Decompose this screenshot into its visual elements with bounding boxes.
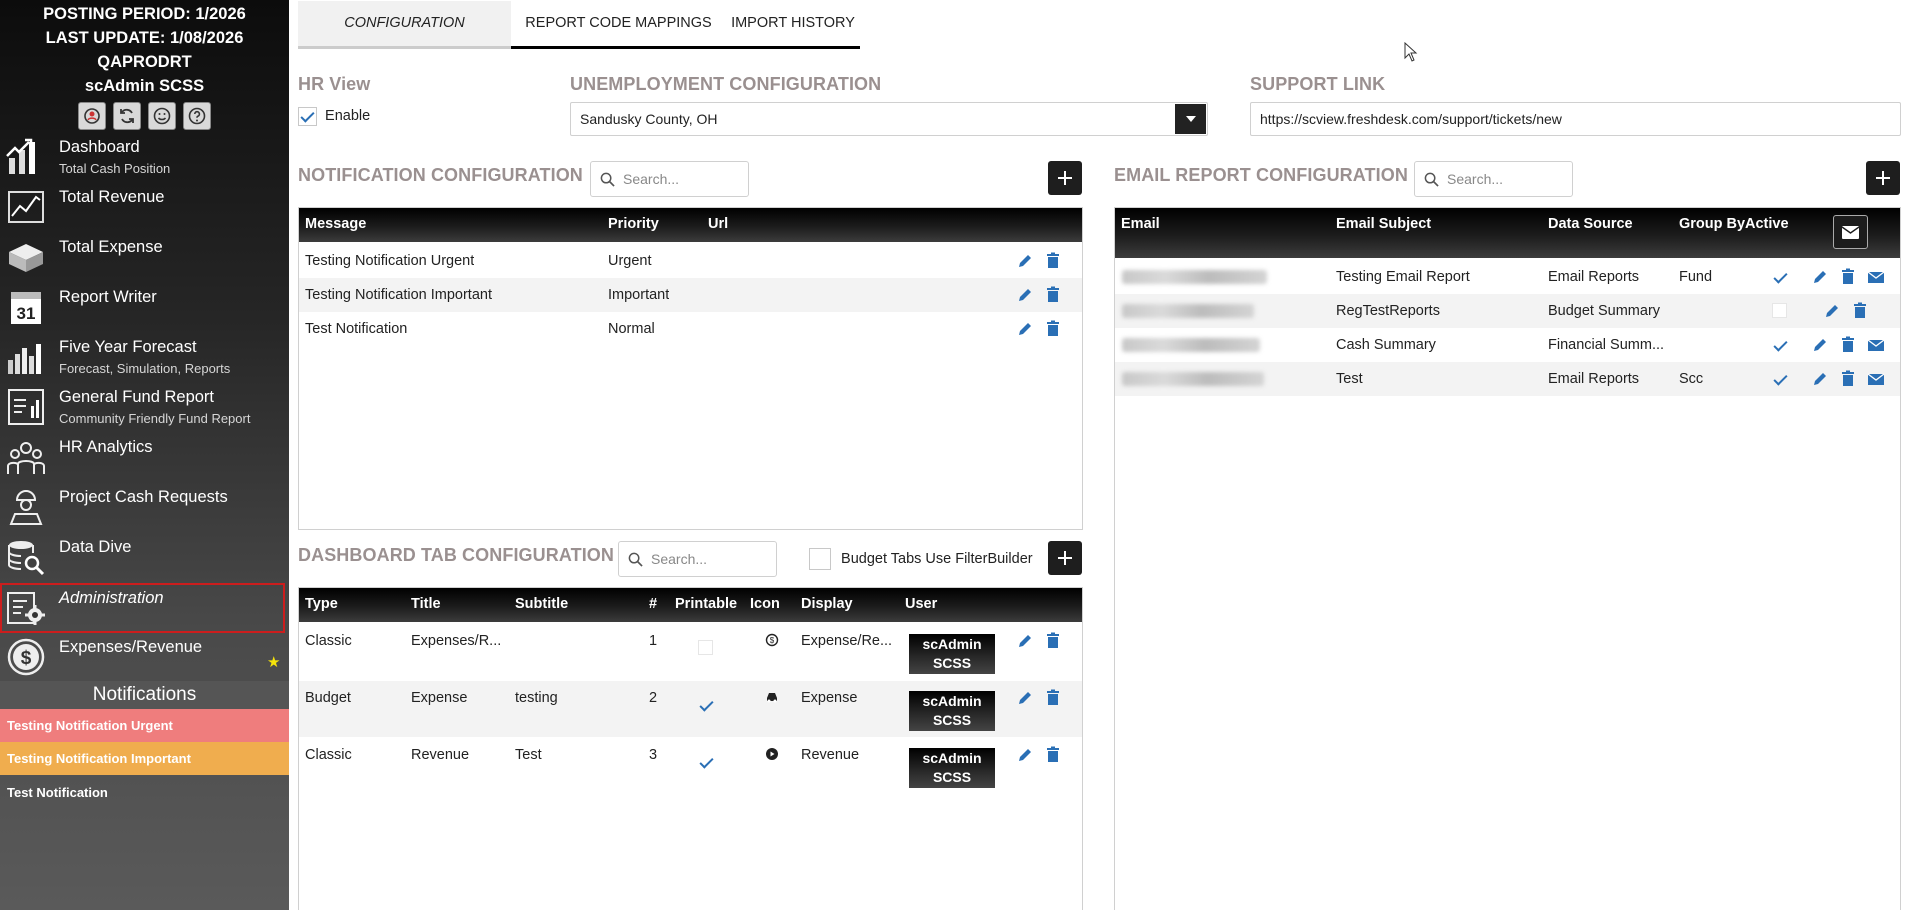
add-notification-button[interactable] bbox=[1048, 161, 1082, 195]
pencil-icon bbox=[1811, 336, 1829, 354]
col-message[interactable]: Message bbox=[305, 216, 367, 232]
unemployment-dropdown-button[interactable] bbox=[1175, 104, 1206, 134]
trash-icon bbox=[1839, 336, 1857, 354]
car-icon bbox=[765, 690, 779, 704]
col-email[interactable]: Email bbox=[1121, 216, 1160, 232]
col-title[interactable]: Title bbox=[411, 596, 441, 612]
pencil-icon bbox=[1811, 370, 1829, 388]
smiley-icon bbox=[152, 106, 172, 126]
delete-button[interactable] bbox=[1044, 252, 1062, 270]
edit-button[interactable] bbox=[1811, 336, 1829, 354]
main-content bbox=[289, 0, 1915, 910]
nav-total-revenue[interactable] bbox=[0, 182, 289, 232]
svg-text:$: $ bbox=[20, 648, 32, 669]
dashboard-tab-search-input[interactable] bbox=[651, 549, 771, 569]
col-data-source[interactable]: Data Source bbox=[1548, 216, 1633, 232]
delete-button[interactable] bbox=[1839, 336, 1857, 354]
hr-view-title: HR View bbox=[298, 74, 371, 94]
active-checkbox[interactable] bbox=[1772, 269, 1787, 284]
sidebar bbox=[0, 0, 289, 910]
user-name: scAdmin SCSS bbox=[84, 77, 205, 95]
dashboard-tab-config-title: DASHBOARD TAB CONFIGURATION bbox=[298, 545, 615, 565]
edit-button[interactable] bbox=[1016, 320, 1034, 338]
notification-search[interactable] bbox=[590, 161, 749, 197]
dashboard-tab-search[interactable] bbox=[618, 541, 777, 577]
message-cell: Testing Notification Urgent bbox=[305, 253, 475, 269]
search-person-icon bbox=[82, 106, 102, 126]
active-checkbox[interactable] bbox=[1772, 371, 1787, 386]
subject-cell: Cash Summary bbox=[1336, 337, 1436, 353]
col-type[interactable]: Type bbox=[305, 596, 338, 612]
edit-button[interactable] bbox=[1016, 689, 1034, 707]
nav-dashboard[interactable] bbox=[0, 132, 289, 182]
source-cell: Email Reports bbox=[1548, 371, 1640, 387]
email-report-search[interactable] bbox=[1414, 161, 1573, 197]
nav-label: Dashboard bbox=[59, 138, 140, 156]
nav-total-expense[interactable] bbox=[0, 232, 289, 282]
active-checkbox[interactable] bbox=[1772, 337, 1787, 352]
printable-checkbox[interactable] bbox=[698, 697, 713, 712]
display-cell: Revenue bbox=[801, 747, 860, 763]
table-row bbox=[299, 312, 1082, 346]
nav-sublabel: Total Cash Position bbox=[59, 161, 171, 176]
nav-five-year-forecast[interactable] bbox=[0, 332, 289, 382]
col-group-by[interactable]: Group By bbox=[1679, 216, 1746, 232]
printable-checkbox[interactable] bbox=[698, 640, 713, 655]
refresh-icon bbox=[117, 106, 137, 126]
source-cell: Budget Summary bbox=[1548, 303, 1661, 319]
user-badge: scAdmin SCSS bbox=[909, 634, 995, 674]
nav-label: Project Cash Requests bbox=[59, 488, 228, 506]
add-email-report-button[interactable] bbox=[1866, 161, 1900, 195]
last-update: LAST UPDATE: 1/08/2026 bbox=[45, 29, 244, 47]
pencil-icon bbox=[1016, 632, 1034, 650]
col-icon[interactable]: Icon bbox=[750, 596, 780, 612]
envelope-icon bbox=[1842, 226, 1859, 239]
filterbuilder-label: Budget Tabs Use FilterBuilder bbox=[841, 550, 1033, 567]
message-cell: Test Notification bbox=[305, 321, 408, 337]
pencil-icon bbox=[1016, 286, 1034, 304]
type-cell: Classic bbox=[305, 747, 352, 763]
help-icon bbox=[187, 106, 207, 126]
nav-hr-analytics[interactable] bbox=[0, 432, 289, 482]
unemployment-value: Sandusky County, OH bbox=[580, 111, 718, 127]
subject-cell: Testing Email Report bbox=[1336, 269, 1470, 285]
col-user[interactable]: User bbox=[905, 596, 938, 612]
trash-icon bbox=[1839, 268, 1857, 286]
expense-box-icon bbox=[5, 236, 47, 278]
people-icon bbox=[5, 436, 47, 478]
hr-view-enable bbox=[298, 107, 370, 126]
nav-general-fund-report[interactable] bbox=[0, 382, 289, 432]
notifications-title: Notifications bbox=[0, 681, 289, 709]
col-email-subject[interactable]: Email Subject bbox=[1336, 216, 1432, 232]
edit-button[interactable] bbox=[1016, 746, 1034, 764]
display-cell: Expense/Re... bbox=[801, 633, 893, 649]
message-cell: Testing Notification Important bbox=[305, 287, 492, 303]
mouse-cursor-icon bbox=[1404, 42, 1418, 62]
send-email-button[interactable] bbox=[1867, 268, 1885, 286]
play-circle-icon bbox=[765, 747, 779, 761]
pencil-icon bbox=[1016, 746, 1034, 764]
notification-urgent[interactable]: Testing Notification Urgent bbox=[0, 709, 289, 742]
user-badge: scAdmin SCSS bbox=[909, 748, 995, 788]
active-checkbox[interactable] bbox=[1772, 303, 1787, 318]
notification-table-header bbox=[299, 208, 1082, 242]
title-cell: Expense bbox=[411, 690, 468, 706]
pencil-icon bbox=[1016, 252, 1034, 270]
number-cell: 1 bbox=[649, 633, 658, 649]
pencil-icon bbox=[1823, 302, 1841, 320]
refresh-button[interactable] bbox=[113, 102, 141, 130]
dashboard-tab-table bbox=[298, 587, 1083, 910]
hr-view-enable-checkbox[interactable] bbox=[298, 107, 317, 126]
table-row bbox=[299, 244, 1082, 278]
col-display[interactable]: Display bbox=[801, 596, 853, 612]
envelope-icon bbox=[1867, 268, 1885, 286]
database-search-icon bbox=[5, 536, 47, 578]
calendar-31-icon bbox=[5, 286, 47, 328]
email-cell-redacted bbox=[1122, 372, 1264, 386]
col-number[interactable]: # bbox=[649, 596, 658, 612]
priority-cell: Normal bbox=[608, 321, 655, 337]
nav-sublabel: Forecast, Simulation, Reports bbox=[59, 361, 231, 376]
search-person-button[interactable] bbox=[78, 102, 106, 130]
admin-gear-icon bbox=[5, 587, 47, 629]
source-cell: Email Reports bbox=[1548, 269, 1640, 285]
nav-label: Five Year Forecast bbox=[59, 338, 197, 356]
notification-table bbox=[298, 207, 1083, 530]
search-icon bbox=[628, 552, 643, 567]
trash-icon bbox=[1044, 286, 1062, 304]
col-subtitle[interactable]: Subtitle bbox=[515, 596, 569, 612]
title-cell: Revenue bbox=[411, 747, 470, 763]
priority-cell: Urgent bbox=[608, 253, 652, 269]
delete-button[interactable] bbox=[1839, 370, 1857, 388]
col-url[interactable]: Url bbox=[708, 216, 729, 232]
trash-icon bbox=[1044, 746, 1062, 764]
nav-label: HR Analytics bbox=[59, 438, 153, 456]
help-button[interactable] bbox=[183, 102, 211, 130]
search-icon bbox=[1424, 172, 1439, 187]
col-active[interactable]: Active bbox=[1745, 216, 1789, 232]
notification-important[interactable]: Testing Notification Important bbox=[0, 742, 289, 775]
pencil-icon bbox=[1016, 689, 1034, 707]
unemployment-select[interactable] bbox=[570, 102, 1208, 136]
col-priority[interactable]: Priority bbox=[608, 216, 659, 232]
delete-button[interactable] bbox=[1851, 302, 1869, 320]
delete-button[interactable] bbox=[1044, 286, 1062, 304]
envelope-icon bbox=[1867, 370, 1885, 388]
email-report-table-header bbox=[1115, 208, 1900, 258]
email-cell-redacted bbox=[1122, 338, 1260, 352]
chevron-down-icon bbox=[1186, 116, 1196, 122]
nav-label: General Fund Report bbox=[59, 388, 215, 406]
plus-icon bbox=[1876, 171, 1890, 185]
trash-icon bbox=[1044, 320, 1062, 338]
group-cell: Scc bbox=[1679, 371, 1704, 387]
dollar-circle-icon bbox=[5, 636, 47, 678]
printable-checkbox[interactable] bbox=[698, 754, 713, 769]
nav-label: Total Expense bbox=[59, 238, 163, 256]
trash-icon bbox=[1839, 370, 1857, 388]
priority-cell: Important bbox=[608, 287, 670, 303]
table-row bbox=[299, 738, 1082, 794]
title-cell: Expenses/R... bbox=[411, 633, 502, 649]
email-report-search-input[interactable] bbox=[1447, 169, 1567, 189]
nav-label: Expenses/Revenue bbox=[59, 638, 203, 656]
display-cell: Expense bbox=[801, 690, 858, 706]
table-row bbox=[1115, 260, 1900, 294]
delete-button[interactable] bbox=[1044, 632, 1062, 650]
support-link-title: SUPPORT LINK bbox=[1250, 74, 1386, 94]
source-cell: Financial Summ... bbox=[1548, 337, 1665, 353]
delete-button[interactable] bbox=[1044, 746, 1062, 764]
nav-report-writer[interactable] bbox=[0, 282, 289, 332]
table-row bbox=[299, 681, 1082, 737]
col-printable[interactable]: Printable bbox=[675, 596, 738, 612]
send-email-button[interactable] bbox=[1867, 370, 1885, 388]
nav-administration[interactable] bbox=[0, 583, 285, 633]
unemployment-title: UNEMPLOYMENT CONFIGURATION bbox=[570, 74, 882, 94]
delete-button[interactable] bbox=[1044, 689, 1062, 707]
feedback-button[interactable] bbox=[148, 102, 176, 130]
edit-button[interactable] bbox=[1016, 632, 1034, 650]
email-report-config-title: EMAIL REPORT CONFIGURATION bbox=[1114, 165, 1408, 185]
table-row bbox=[299, 624, 1082, 680]
plus-icon bbox=[1058, 551, 1072, 565]
email-report-table bbox=[1114, 207, 1901, 910]
delete-button[interactable] bbox=[1839, 268, 1857, 286]
notification-normal[interactable]: Test Notification bbox=[7, 785, 108, 800]
forecast-bars-icon bbox=[5, 336, 47, 378]
email-cell-redacted bbox=[1122, 270, 1267, 284]
add-dashboard-tab-button[interactable] bbox=[1048, 541, 1082, 575]
fund-report-icon bbox=[5, 386, 47, 428]
dashboard-arrows-icon bbox=[5, 136, 47, 178]
send-email-button[interactable] bbox=[1867, 336, 1885, 354]
filterbuilder-option bbox=[809, 548, 1033, 570]
favorite-star-icon[interactable]: ★ bbox=[267, 654, 281, 671]
pencil-icon bbox=[1811, 268, 1829, 286]
edit-button[interactable] bbox=[1811, 370, 1829, 388]
nav-expenses-revenue[interactable] bbox=[0, 632, 289, 682]
trash-icon bbox=[1851, 302, 1869, 320]
edit-button[interactable] bbox=[1823, 302, 1841, 320]
envelope-icon bbox=[1867, 336, 1885, 354]
plus-icon bbox=[1058, 171, 1072, 185]
edit-button[interactable] bbox=[1016, 286, 1034, 304]
nav-label: Administration bbox=[59, 589, 164, 607]
trash-icon bbox=[1044, 252, 1062, 270]
table-row bbox=[1115, 294, 1900, 328]
dollar-small-icon bbox=[765, 633, 779, 647]
pencil-icon bbox=[1016, 320, 1034, 338]
sidebar-toolbar bbox=[0, 102, 289, 132]
notification-config-title: NOTIFICATION CONFIGURATION bbox=[298, 165, 583, 185]
sidebar-header bbox=[0, 0, 289, 98]
subtitle-cell: Test bbox=[515, 747, 542, 763]
posting-period: POSTING PERIOD: 1/2026 bbox=[43, 5, 246, 23]
search-icon bbox=[600, 172, 615, 187]
subtitle-cell: testing bbox=[515, 690, 558, 706]
email-cell-redacted bbox=[1122, 304, 1254, 318]
worker-icon bbox=[5, 486, 47, 528]
subject-cell: Test bbox=[1336, 371, 1363, 387]
number-cell: 2 bbox=[649, 690, 658, 706]
revenue-chart-icon bbox=[5, 186, 47, 228]
tab-configuration[interactable]: CONFIGURATION bbox=[298, 1, 511, 49]
tab-bar bbox=[298, 1, 860, 49]
nav-label: Total Revenue bbox=[59, 188, 165, 206]
notification-search-input[interactable] bbox=[623, 169, 743, 189]
nav-sublabel: Community Friendly Fund Report bbox=[59, 411, 251, 426]
support-link-input[interactable]: https://scview.freshdesk.com/support/tickets/new bbox=[1250, 102, 1901, 136]
svg-text:31: 31 bbox=[16, 304, 36, 323]
nav-project-cash-requests[interactable] bbox=[0, 482, 289, 532]
trash-icon bbox=[1044, 632, 1062, 650]
nav-data-dive[interactable] bbox=[0, 532, 289, 582]
environment-name: QAPRODRT bbox=[97, 53, 192, 71]
delete-button[interactable] bbox=[1044, 320, 1062, 338]
type-cell: Budget bbox=[305, 690, 351, 706]
nav-label: Report Writer bbox=[59, 288, 157, 306]
dashboard-tab-table-header bbox=[299, 588, 1082, 622]
trash-icon bbox=[1044, 689, 1062, 707]
tab-import-history[interactable]: IMPORT HISTORY bbox=[726, 1, 860, 49]
user-badge: scAdmin SCSS bbox=[909, 691, 995, 731]
send-all-email-button[interactable] bbox=[1833, 215, 1868, 249]
group-cell: Fund bbox=[1679, 269, 1713, 285]
filterbuilder-checkbox[interactable] bbox=[809, 548, 831, 570]
number-cell: 3 bbox=[649, 747, 658, 763]
type-cell: Classic bbox=[305, 633, 352, 649]
tab-report-code-mappings[interactable]: REPORT CODE MAPPINGS bbox=[511, 1, 726, 49]
table-row bbox=[299, 278, 1082, 312]
table-row bbox=[1115, 362, 1900, 396]
subject-cell: RegTestReports bbox=[1336, 303, 1440, 319]
edit-button[interactable] bbox=[1016, 252, 1034, 270]
hr-view-enable-label: Enable bbox=[325, 108, 371, 125]
svg-text:$: $ bbox=[769, 636, 775, 645]
nav-label: Data Dive bbox=[59, 538, 132, 556]
edit-button[interactable] bbox=[1811, 268, 1829, 286]
table-row bbox=[1115, 328, 1900, 362]
